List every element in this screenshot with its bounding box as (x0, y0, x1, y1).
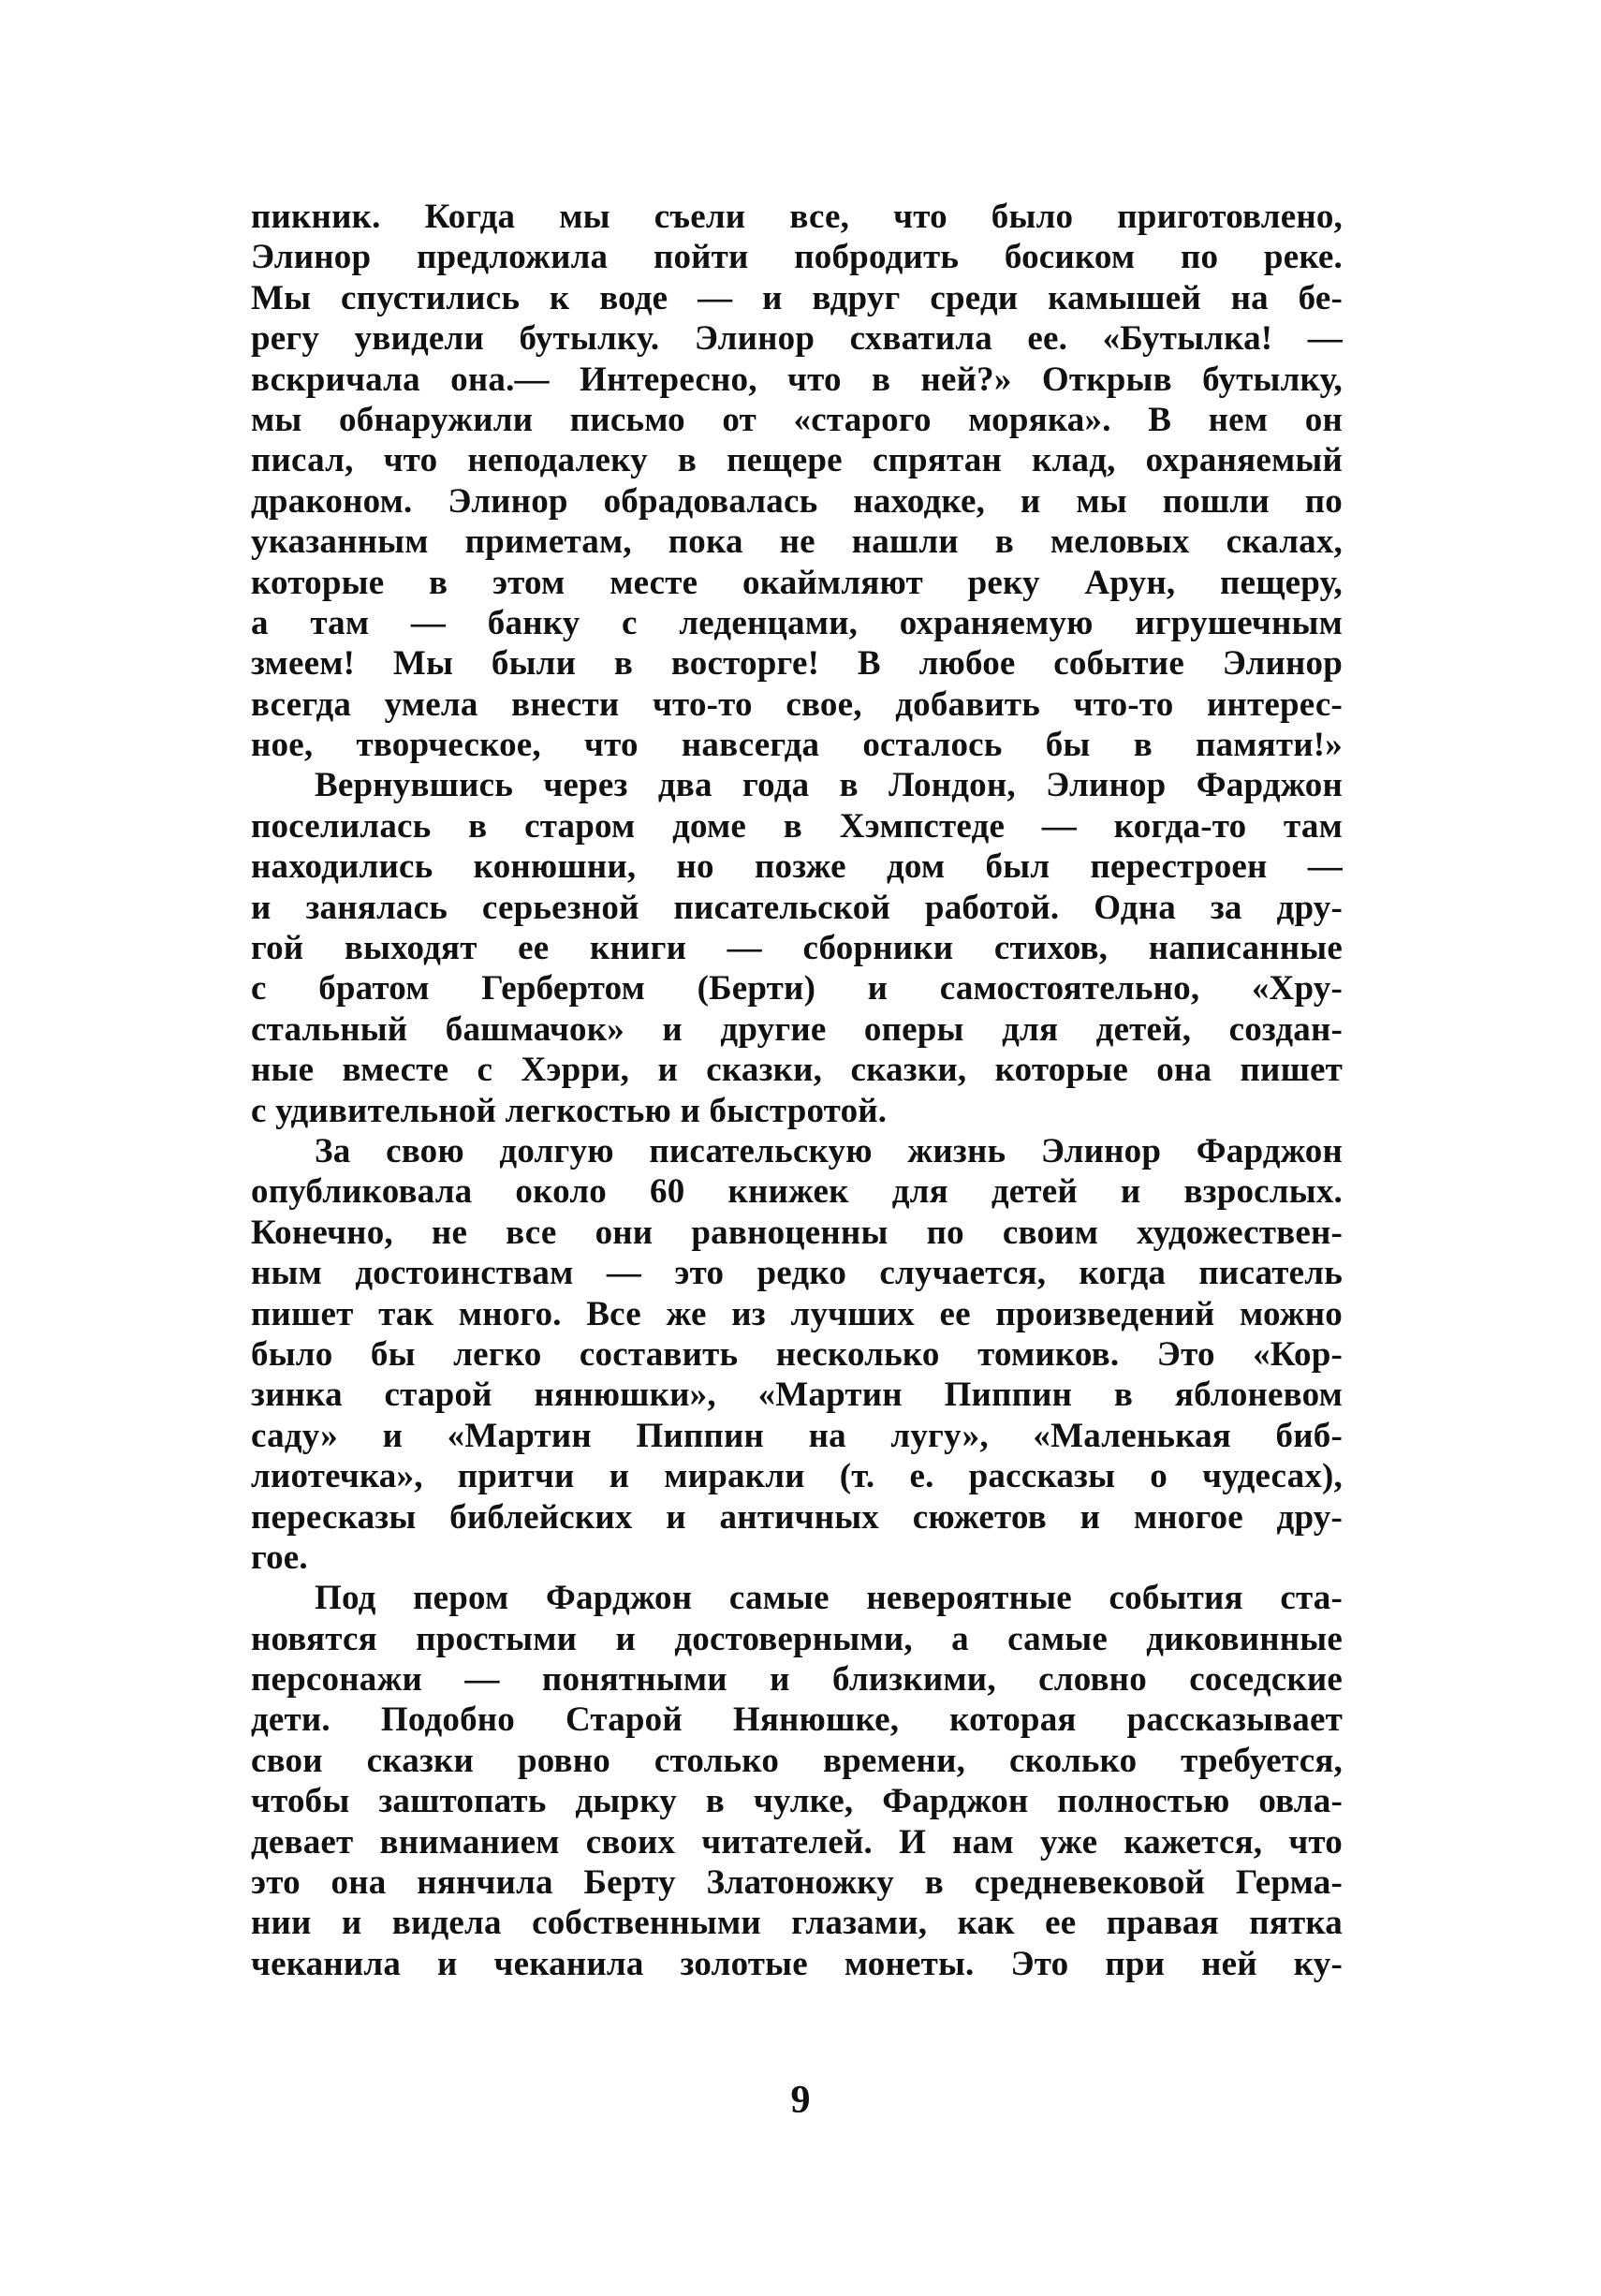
text-line: лиотечка», притчи и миракли (т. е. рассказы о чудесах), (251, 1457, 1343, 1496)
text-line: опубликовала около 60 книжек для детей и взрослых. (251, 1172, 1343, 1212)
text-line: всегда умела внести что-то свое, добавить что-то интерес- (251, 684, 1343, 724)
text-line: Элинор предложила пойти побродить босиком по реке. (251, 238, 1343, 277)
text-line: гой выходят ее книги — сборники стихов, написанные (251, 929, 1343, 968)
text-line: саду» и «Мартин Пиппин на лугу», «Маленькая биб- (251, 1416, 1343, 1455)
text-line: девает вниманием своих читателей. И нам уже кажется, что (251, 1822, 1343, 1862)
text-line: За свою долгую писательскую жизнь Элинор Фарджон (315, 1131, 1343, 1170)
text-line: чеканила и чеканила золотые монеты. Это при ней ку- (251, 1944, 1343, 1983)
text-line: это она нянчила Берту Златоножку в средневековой Герма- (251, 1863, 1343, 1903)
text-line: стальный башмачок» и другие оперы для детей, создан- (251, 1009, 1343, 1049)
text-line: которые в этом месте окаймляют реку Арун, пещеру, (251, 563, 1343, 602)
text-line: писал, что неподалеку в пещере спрятан клад, охраняемый (251, 441, 1343, 480)
text-line: указанным приметам, пока не нашли в меловых скалах, (251, 522, 1343, 562)
text-line: нии и видела собственными глазами, как ее правая пятка (251, 1904, 1343, 1943)
text-line: поселилась в старом доме в Хэмпстеде — когда-то там (251, 806, 1343, 846)
text-line: змеем! Мы были в восторге! В любое событие Элинор (251, 644, 1343, 684)
text-line: регу увидели бутылку. Элинор схватила ее. «Бутылка! — (251, 319, 1343, 359)
text-line: новятся простыми и достоверными, а самые диковинные (251, 1619, 1343, 1658)
text-line: и занялась серьезной писательской работой. Одна за дру- (251, 888, 1343, 927)
text-line: персонажи — понятными и близкими, словно соседские (251, 1660, 1343, 1700)
text-line: пишет так много. Все же из лучших ее произведений можно (251, 1294, 1343, 1333)
text-line: ным достоинствам — это редко случается, когда писатель (251, 1254, 1343, 1293)
text-line: Вернувшись через два года в Лондон, Элинор Фарджон (315, 766, 1343, 805)
text-line: Конечно, не все они равноценны по своим художествен- (251, 1213, 1343, 1252)
text-line: вскричала она.— Интересно, что в ней?» Открыв бутылку, (251, 360, 1343, 399)
text-line: мы обнаружили письмо от «старого моряка». В нем он (251, 400, 1343, 439)
body-text (251, 197, 1343, 1984)
text-line: Мы спустились к воде — и вдруг среди камышей на бе- (251, 278, 1343, 317)
text-line: Под пером Фарджон самые невероятные события ста- (315, 1579, 1343, 1618)
text-line: находились конюшни, но позже дом был перестроен — (251, 847, 1343, 887)
text-line: драконом. Элинор обрадовалась находке, и мы пошли по (251, 481, 1343, 521)
text-line: пикник. Когда мы съели все, что было приготовлено, (251, 198, 1343, 236)
text-line: чтобы заштопать дырку в чулке, Фарджон полностью овла- (251, 1782, 1343, 1821)
text-line: а там — банку с леденцами, охраняемую игрушечным (251, 603, 1343, 642)
text-line: ные вместе с Хэрри, и сказки, сказки, которые она пишет (251, 1051, 1343, 1090)
page-number: 9 (790, 2079, 811, 2122)
text-line: свои сказки ровно столько времени, сколько требуется, (251, 1741, 1343, 1780)
text-line: было бы легко составить несколько томиков. Это «Кор- (251, 1334, 1343, 1374)
text-line: гое. (251, 1538, 308, 1577)
text-line: с братом Гербертом (Берти) и самостоятельно, «Хру- (251, 969, 1343, 1008)
text-line: зинка старой нянюшки», «Мартин Пиппин в яблоневом (251, 1376, 1343, 1415)
text-line: с удивительной легкостью и быстротой. (251, 1091, 888, 1130)
text-line: пересказы библейских и античных сюжетов и многое дру- (251, 1497, 1343, 1537)
text-line: ное, творческое, что навсегда осталось бы в памяти!» (251, 726, 1343, 765)
text-line: дети. Подобно Старой Нянюшке, которая рассказывает (251, 1700, 1343, 1740)
